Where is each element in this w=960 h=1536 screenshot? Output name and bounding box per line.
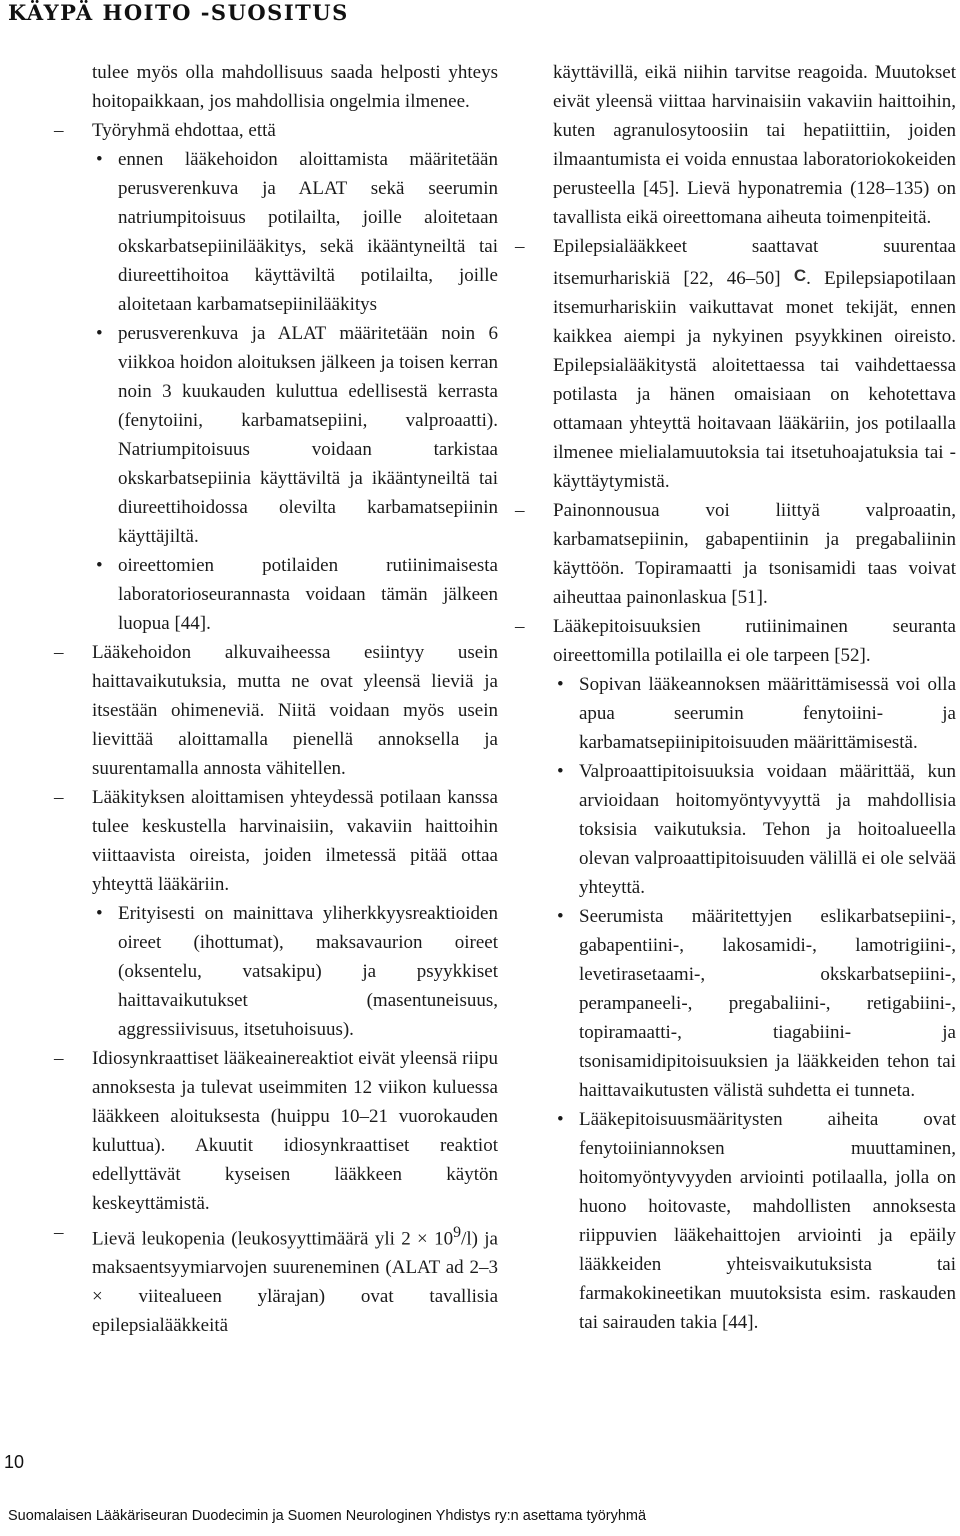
list-item: – Painonnousua voi liittyä valproaatin, karbamatsepiinin, gabapentiinin ja pregabaliinin käyttöön. Topiramaatti ja tsonisamidi taas voivat aiheuttaa painonlaskua [51]. [553,496,956,612]
left-intro-paragraph: tulee myös olla mahdollisuus saada helposti yhteys hoitopaikkaan, jos mahdollisia ongelmia ilmenee. [92,62,498,112]
list-item [92,116,498,638]
list-item-text: Epilepsialääkkeet saattavat suurentaa itsemurhariskiä [22, 46–50] [553,236,956,289]
list-item: – Lääkehoidon alkuvaiheessa esiintyy usein haittavaikutuksia, mutta ne ovat yleensä lieviä ja itsestään ohimeneviä. Niitä voidaan myös usein lievittää aloittamalla pienellä annoksella ja suurentamalla annosta vähitellen. [92,638,498,783]
list-item [553,612,956,1337]
list-item [92,783,498,1044]
exponent: 9 [453,1224,462,1241]
bullet-list [92,145,498,638]
bullet-list [92,899,498,1044]
list-item [553,232,956,496]
list-item-text: Lääkepitoisuuksien rutiinimainen seuranta oireettomilla potilailla ei ole tarpeen [52]. [553,616,956,666]
bullet-item: • ennen lääkehoidon aloittamista määritetään perusverenkuva ja ALAT sekä seerumin natriumpitoisuus potilailta, joille aloitetaan okskarbatsepiinilääkitys, sekä ikääntyneiltä tai diureettihoitoa käyttäviltä potilailta, joille aloitetaan karbamatsepiinilääkitys [92,145,498,319]
list-item: – Idiosynkraattiset lääkeainereaktiot eivät yleensä riipu annoksesta ja tulevat useimmiten 12 viikon kuluessa lääkkeen aloituksesta (huippu 10–21 vuorokauden kuluttua). Akuutit idiosynkraattiset reaktiot edellyttävät kyseisen lääkkeen käytön keskeyttämistä. [92,1044,498,1218]
evidence-grade-badge: C [793,266,807,285]
right-intro-paragraph: käyttävillä, eikä niihin tarvitse reagoida. Muutokset eivät yleensä viittaa harvinaisiin vakaviin haittoihin, kuten agranulosytoosiin tai hepatiittiin, joiden ilmaantumista ei voida ennustaa laboratoriokokeiden perusteella [45]. Lievä hyponatremia (128–135) on tavallista eikä oireettomana aiheuta toimenpiteitä. [553,62,956,228]
list-item-text: Työryhmä ehdottaa, että [92,120,276,141]
running-header: KÄYPÄ HOITO -SUOSITUS [8,0,349,25]
bullet-item: • Valproaattipitoisuuksia voidaan määrittää, kun arvioidaan hoitomyöntyvyyttä ja mahdollisia toksisia vaikutuksia. Tehon ja hoitoalueella olevan valproaattipitoisuuden välillä ei ole selvää yhteyttä. [553,757,956,902]
bullet-item: • Erityisesti on mainittava yliherkkyysreaktioiden oireet (ihottumat), maksavaurion oireet (oksentelu, vatsakipu) ja psyykkiset haittavaikutukset (masentuneisuus, aggressiivisuus, itsetuhoisuus). [92,899,498,1044]
list-item-text: Lievä leukopenia (leukosyyttimäärä yli 2 × 10 [92,1228,454,1250]
left-column [92,58,498,1340]
bullet-item: • Seerumista määritettyjen eslikarbatsepiini-, gabapentiini-, lakosamidi-, lamotrigiini-, levetirasetaami-, okskarbatsepiini-, perampaneeli-, pregabaliini-, retigabiini-, topiramaatti-, tiagabiini- ja tsonisamidipitoisuuksien ja lääkkeiden tehon tai haittavaikutusten välistä suhdetta ei tunneta. [553,902,956,1105]
list-item-text: Lääkityksen aloittamisen yhteydessä potilaan kanssa tulee keskustella harvinaisiin, vakaviin haittoihin viittaavista oireista, joiden ilmetessä pitää ottaa yhteyttä lääkäriin. [92,787,498,895]
list-item-text: . Epilepsiapotilaan itsemurhariskiin vaikuttavat monet tekijät, ennen kaikkea aiempi ja nykyinen psyykkinen oireisto. Epilepsialääkitystä aloitettaessa tai vaihdettaessa potilasta ja hänen omaisiaan on kehotettava ottamaan yhteyttä hoitavaan lääkäriin, jos potilaalla ilmenee mielialamuutoksia tai itsetuhoajatuksia tai -käyttäytymistä. [553,268,957,492]
bullet-item: • Lääkepitoisuusmääritysten aiheita ovat fenytoiiniannoksen muuttaminen, hoitomyöntyvyyden arviointi potilaalla, jolla on huono hoitovaste, mahdollisten annoksesta riippuvien lääkehaittojen arviointi ja epäily lääkkeiden yhteisvaikutuksista tai farmakokineetikan muutoksista esim. raskauden tai sairauden takia [44]. [553,1105,956,1337]
page-number: 10 [4,1452,25,1472]
bullet-item: • oireettomien potilaiden rutiinimaisesta laboratorioseurannasta voidaan tämän jälkeen luopua [44]. [92,551,498,638]
page-footer: Suomalaisen Lääkäriseuran Duodecimin ja Suomen Neurologinen Yhdistys ry:n asettama työryhmä [8,1508,647,1524]
list-item-text: /l) ja maksaentsyymiarvojen suureneminen (ALAT ad 2–3 × viitealueen ylärajan) ovat tavallisia epilepsialääkkeitä [92,1228,498,1337]
bullet-item: • Sopivan lääkeannoksen määrittämisessä voi olla apua seerumin fenytoiini- ja karbamatsepiinipitoisuuden määrittämisestä. [553,670,956,757]
bullet-list [553,670,956,1337]
right-column [553,58,956,1337]
list-item [92,1218,498,1340]
bullet-item: • perusverenkuva ja ALAT määritetään noin 6 viikkoa hoidon aloituksen jälkeen ja toisen kerran noin 3 kuukauden kuluttua edellisestä kerrasta (fenytoiini, karbamatsepiini, valproaatti). Natriumpitoisuus voidaan tarkistaa okskarbatsepiinia käyttäviltä ja ikääntyneiltä tai diureettihoidossa olevilta karbamatsepiinin käyttäjiltä. [92,319,498,551]
